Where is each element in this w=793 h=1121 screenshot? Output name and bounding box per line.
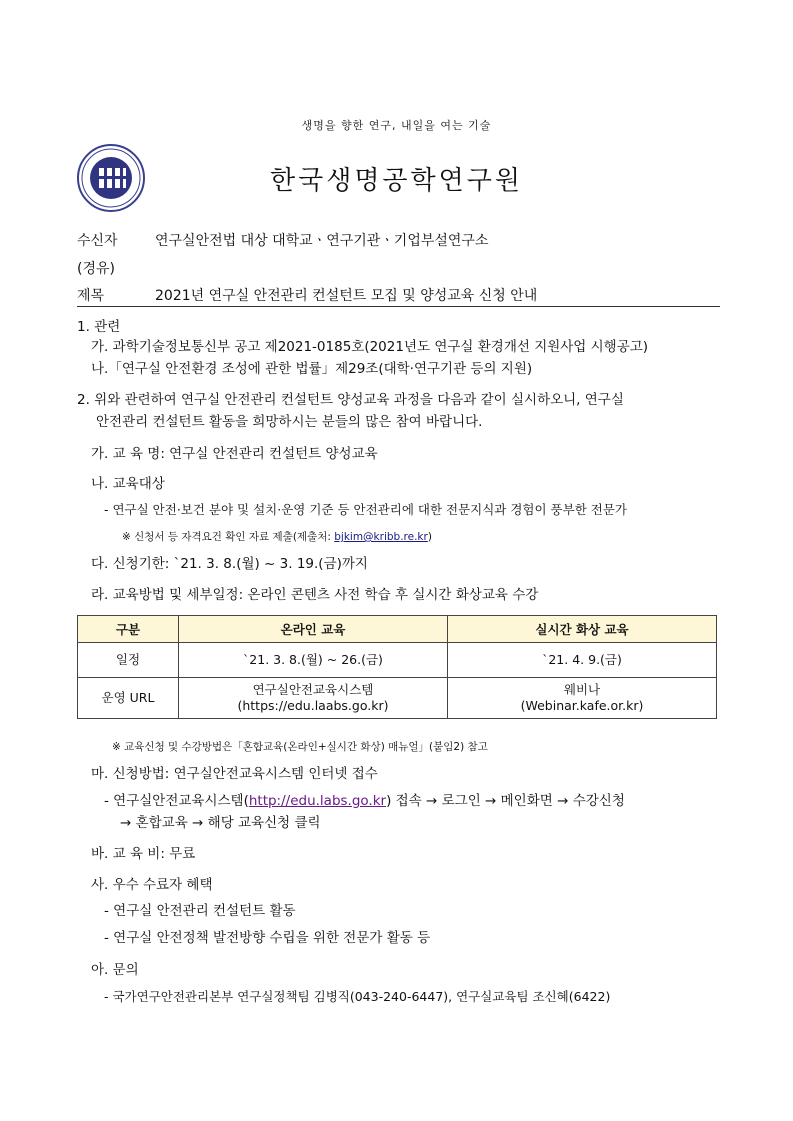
table-header-online: 온라인 교육 (179, 616, 448, 643)
live-system-name: 웨비나 (563, 682, 601, 697)
subject-value: 2021년 연구실 안전관리 컨설턴트 모집 및 양성교육 신청 안내 (155, 288, 538, 304)
note-suffix: ) (427, 531, 432, 543)
edu-system-link[interactable]: http://edu.labs.go.kr (248, 793, 387, 809)
online-system-name: 연구실안전교육시스템 (252, 682, 374, 697)
section-1-item-a: 가. 과학기술정보통신부 공고 제2021-0185호(2021년도 연구실 환경개선 지원사업 시행공고) (91, 339, 649, 355)
table-cell-online-url (179, 678, 448, 719)
section-1-heading: 1. 관련 (77, 319, 121, 335)
item-ga: 가. 교 육 명: 연구실 안전관리 컨설턴트 양성교육 (91, 446, 378, 462)
item-da: 다. 신청기한: `21. 3. 8.(월) ~ 3. 19.(금)까지 (91, 556, 368, 572)
via-label: (경유) (77, 261, 115, 277)
item-ah-contact: - 국가연구안전관리본부 연구실정책팀 김병직(043-240-6447), 연구실교육팀 조신혜(6422) (104, 989, 611, 1004)
online-system-url: (https://edu.laabs.go.kr) (237, 698, 389, 713)
section-2-line-1: 2. 위와 관련하여 연구실 안전관리 컨설턴트 양성교육 과정을 다음과 같이 실시하오니, 연구실 (77, 392, 624, 408)
item-sa-benefit-1: - 연구실 안전관리 컨설턴트 활동 (104, 903, 296, 919)
item-ma: 마. 신청방법: 연구실안전교육시스템 인터넷 접수 (91, 766, 378, 782)
item-na-target: - 연구실 안전·보건 분야 및 설치·운영 기준 등 안전관리에 대한 전문지식과 경험이 풍부한 전문가 (104, 502, 627, 517)
live-system-url: (Webinar.kafe.or.kr) (520, 698, 644, 713)
table-row-url (78, 678, 717, 719)
slogan: 생명을 향한 연구, 내일을 여는 기술 (301, 119, 492, 132)
item-ra: 라. 교육방법 및 세부일정: 온라인 콘텐츠 사전 학습 후 실시간 화상교육 수강 (91, 587, 539, 603)
section-1-item-b: 나.「연구실 안전환경 조성에 관한 법률」제29조(대학·연구기관 등의 지원) (91, 361, 533, 377)
recipient-value: 연구실안전법 대상 대학교ㆍ연구기관ㆍ기업부설연구소 (155, 233, 489, 249)
item-sa-benefit-2: - 연구실 안전정책 발전방향 수립을 위한 전문가 활동 등 (104, 930, 431, 946)
subject-label: 제목 (77, 288, 105, 304)
organization-name: 한국생명공학연구원 (269, 166, 524, 196)
item-ba: 바. 교 육 비: 무료 (91, 846, 196, 862)
table-header-live: 실시간 화상 교육 (448, 616, 717, 643)
item-ma-step-2: → 혼합교육 → 해당 교육신청 클릭 (120, 815, 321, 831)
item-sa: 사. 우수 수료자 혜택 (91, 877, 213, 893)
note-prefix: ※ 신청서 등 자격요건 확인 자료 제출(제출처: (122, 531, 335, 543)
recipient-label: 수신자 (77, 233, 118, 249)
table-cell-live-url (448, 678, 717, 719)
table-cell-url-label: 운영 URL (78, 678, 179, 719)
submission-email-link[interactable]: bjkim@kribb.re.kr (334, 531, 428, 543)
table-header-category: 구분 (78, 616, 179, 643)
item-na-note (122, 528, 432, 546)
via-row (77, 258, 115, 278)
item-ah: 아. 문의 (91, 962, 139, 978)
table-header-row (78, 616, 717, 643)
recipient-row (77, 230, 488, 250)
table-cell-online-schedule: `21. 3. 8.(월) ~ 26.(금) (179, 643, 448, 678)
ma-step-prefix: - 연구실안전교육시스템( (104, 793, 249, 809)
table-row-schedule (78, 643, 717, 678)
schedule-table (77, 615, 717, 719)
subject-row (77, 285, 537, 305)
table-cell-schedule-label: 일정 (78, 643, 179, 678)
ma-step-suffix: ) 접속 → 로그인 → 메인화면 → 수강신청 (386, 793, 625, 809)
table-footnote: ※ 교육신청 및 수강방법은「혼합교육(온라인+실시간 화상) 매뉴얼」(붙임2) 참고 (112, 741, 488, 753)
subject-divider (77, 306, 720, 307)
table-cell-live-schedule: `21. 4. 9.(금) (448, 643, 717, 678)
item-ma-step-1 (104, 792, 625, 810)
section-2-line-2: 안전관리 컨설턴트 활동을 희망하시는 분들의 많은 참여 바랍니다. (96, 414, 483, 430)
item-na: 나. 교육대상 (91, 476, 165, 492)
